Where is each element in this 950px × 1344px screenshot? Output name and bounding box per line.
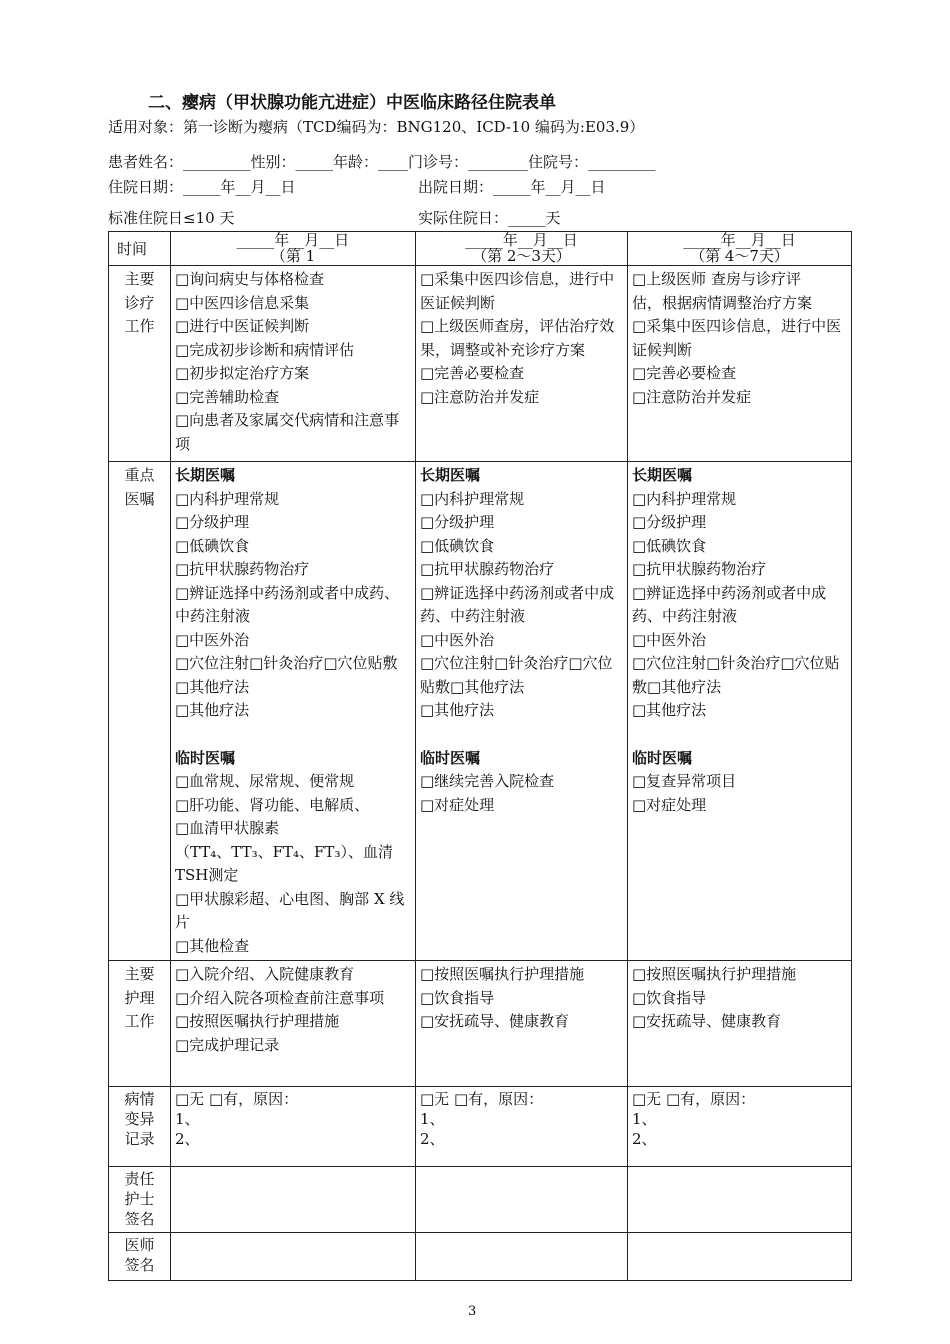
row-label-main-work <box>109 266 171 462</box>
order-item[interactable]: □低碘饮食 <box>175 536 250 555</box>
order-item: （TT₄、TT₃、FT₄、FT₃）、血清TSH测定 <box>175 842 393 884</box>
row-label-line: 医师 <box>124 1236 155 1254</box>
row-label-line: 医嘱 <box>124 489 155 508</box>
nursing-row <box>109 961 852 1087</box>
col-header-day4-7: _____年__月__日 （第 4～7天） <box>628 232 852 266</box>
checklist-item[interactable]: □上级医师查房，评估治疗效果，调整或补充诊疗方案 <box>420 317 615 359</box>
order-item[interactable]: □分级护理 <box>632 513 707 531</box>
checklist-item: 2、 <box>175 1130 200 1148</box>
order-item[interactable]: □辨证选择中药汤剂或者中成药、中药注射液 <box>420 583 615 625</box>
checklist-item: 2、 <box>632 1130 657 1148</box>
checklist-item: 估，根据病情调整治疗方案 <box>632 293 813 312</box>
standard-stay: 标准住院日≤10 天 <box>108 209 235 227</box>
pathway-form-table <box>108 231 852 1281</box>
main-work-day4-7[interactable] <box>628 266 852 462</box>
order-item[interactable]: □其他疗法 <box>420 701 495 719</box>
order-item[interactable]: □肝功能、肾功能、电解质、 <box>175 795 370 814</box>
order-item[interactable]: □其他疗法 <box>175 701 250 719</box>
nursing-day4-7[interactable] <box>628 961 852 1087</box>
scope-line: 适用对象：第一诊断为瘿病（TCD编码为：BNG120、ICD-10 编码为:E03.9） <box>108 118 645 136</box>
nurse-sign-day2-3[interactable] <box>416 1167 628 1233</box>
variation-day2-3[interactable] <box>416 1087 628 1167</box>
order-item[interactable]: □内科护理常规 <box>420 489 525 508</box>
checklist-item[interactable]: □无 □有，原因： <box>632 1090 756 1108</box>
order-item[interactable]: □复查异常项目 <box>632 772 737 790</box>
row-label-line: 工作 <box>124 317 155 335</box>
checklist-item[interactable]: □向患者及家属交代病情和注意事项 <box>175 411 400 453</box>
doctor-sign-day1[interactable] <box>171 1233 416 1281</box>
row-label-line: 主要 <box>124 270 155 288</box>
orders-row <box>109 462 852 961</box>
nurse-sign-day1[interactable] <box>171 1167 416 1233</box>
order-item[interactable]: □其他检查 <box>175 936 250 955</box>
order-item[interactable]: □低碘饮食 <box>420 536 495 555</box>
order-item[interactable]: □甲状腺彩超、心电图、胸部 X 线片 <box>175 889 405 931</box>
row-label-line: 主要 <box>124 965 155 983</box>
row-label-line: 工作 <box>124 1012 155 1030</box>
discharge-date: 出院日期：_____年__月__日 <box>418 178 606 196</box>
row-label-line: 诊疗 <box>124 293 155 312</box>
admit-date: 住院日期：_____年__月__日 <box>108 178 296 196</box>
nursing-day2-3[interactable] <box>416 961 628 1087</box>
order-item[interactable]: □中医外治 <box>175 630 250 649</box>
orders-day2-3[interactable] <box>416 462 628 961</box>
main-work-row <box>109 266 852 462</box>
order-item[interactable]: □血清甲状腺素 <box>175 819 280 837</box>
order-item[interactable]: □抗甲状腺药物治疗 <box>420 560 555 578</box>
row-label-nursing <box>109 961 171 1087</box>
checklist-item[interactable]: □按照医嘱执行护理措施 <box>420 965 585 983</box>
variation-row <box>109 1087 852 1167</box>
checklist-item[interactable]: □采集中医四诊信息，进行中医证候判断 <box>632 317 842 359</box>
doctor-sign-day2-3[interactable] <box>416 1233 628 1281</box>
order-item[interactable]: □中医外治 <box>420 630 495 649</box>
main-work-day2-3[interactable] <box>416 266 628 462</box>
row-label-line: 护士 <box>124 1190 155 1208</box>
row-label-line: 变异 <box>124 1110 155 1128</box>
row-label-line: 护理 <box>124 988 155 1007</box>
orders-day4-7[interactable] <box>628 462 852 961</box>
row-label-line: 签名 <box>124 1210 155 1228</box>
checklist-item: 1、 <box>420 1110 445 1128</box>
orders-day1[interactable] <box>171 462 416 961</box>
order-item[interactable]: □抗甲状腺药物治疗 <box>632 560 767 578</box>
temporary-orders-heading: 临时医嘱 <box>632 748 693 767</box>
checklist-item[interactable]: □中医四诊信息采集 <box>175 293 310 312</box>
checklist-item[interactable]: □完善必要检查 <box>632 364 737 382</box>
row-label-orders <box>109 462 171 961</box>
row-label-nurse-sign <box>109 1167 171 1233</box>
spacer <box>420 723 623 747</box>
checklist-item[interactable]: □注意防治并发症 <box>420 387 540 406</box>
actual-stay: 实际住院日：_____天 <box>418 209 561 227</box>
row-label-doctor-sign <box>109 1233 171 1281</box>
row-label-variation <box>109 1087 171 1167</box>
checklist-item[interactable]: □按照医嘱执行护理措施 <box>175 1012 340 1030</box>
table-header-row <box>109 232 852 266</box>
row-label-line: 病情 <box>124 1090 155 1108</box>
spacer <box>175 723 411 747</box>
main-work-day1[interactable] <box>171 266 416 462</box>
patient-info-line: 患者姓名：_________性别：_____年龄：____门诊号：________住院号：_________ <box>108 153 656 171</box>
checklist-item[interactable]: □无 □有，原因： <box>420 1090 544 1108</box>
checklist-item: 2、 <box>420 1130 445 1148</box>
row-label-line: 责任 <box>124 1170 155 1188</box>
checklist-item[interactable]: □采集中医四诊信息，进行中医证候判断 <box>420 270 615 312</box>
doctor-sign-row <box>109 1233 852 1281</box>
checklist-item[interactable]: □进行中医证候判断 <box>175 317 310 335</box>
order-item[interactable]: □抗甲状腺药物治疗 <box>175 560 310 578</box>
order-item[interactable]: □对症处理 <box>632 795 707 814</box>
page-title: 二、瘿病（甲状腺功能亢进症）中医临床路径住院表单 <box>148 93 556 113</box>
order-item[interactable]: □低碘饮食 <box>632 536 707 555</box>
checklist-item[interactable]: □按照医嘱执行护理措施 <box>632 965 797 983</box>
order-item[interactable]: □其他疗法 <box>632 701 707 719</box>
order-item[interactable]: □辨证选择中药汤剂或者中成药、中药注射液 <box>632 583 827 625</box>
order-item[interactable]: □内科护理常规 <box>632 489 737 508</box>
checklist-item[interactable]: □完善辅助检查 <box>175 387 280 406</box>
order-item[interactable]: □穴位注射□针灸治疗□穴位贴敷□其他疗法 <box>420 654 613 696</box>
page-number: 3 <box>468 1304 477 1319</box>
checklist-item[interactable]: □安抚疏导、健康教育 <box>632 1012 782 1030</box>
checklist-item: 1、 <box>175 1110 200 1128</box>
time-label: 时间 <box>109 232 171 266</box>
order-item[interactable]: □分级护理 <box>420 513 495 531</box>
checklist-item[interactable]: □询问病史与体格检查 <box>175 270 325 288</box>
order-item[interactable]: □内科护理常规 <box>175 489 280 508</box>
long-term-orders-heading: 长期医嘱 <box>420 466 481 484</box>
variation-day4-7[interactable] <box>628 1087 852 1167</box>
checklist-item[interactable]: □初步拟定治疗方案 <box>175 364 310 382</box>
checklist-item[interactable]: □安抚疏导、健康教育 <box>420 1012 570 1030</box>
checklist-item[interactable]: □完成初步诊断和病情评估 <box>175 340 355 359</box>
checklist-item[interactable]: □入院介绍、入院健康教育 <box>175 965 355 983</box>
doctor-sign-day4-7[interactable] <box>628 1233 852 1281</box>
checklist-item[interactable]: □介绍入院各项检查前注意事项 <box>175 988 385 1007</box>
checklist-item[interactable]: □上级医师 查房与诊疗评 <box>632 270 801 288</box>
checklist-item[interactable]: □饮食指导 <box>420 988 495 1007</box>
order-item[interactable]: □对症处理 <box>420 795 495 814</box>
col-header-day2-3: _____年__月__日 （第 2～3天） <box>416 232 628 266</box>
order-item[interactable]: □辨证选择中药汤剂或者中成药、中药注射液 <box>175 583 400 625</box>
spacer <box>632 723 847 747</box>
nursing-day1[interactable] <box>171 961 416 1087</box>
checklist-item[interactable]: □饮食指导 <box>632 988 707 1007</box>
order-item[interactable]: □中医外治 <box>632 630 707 649</box>
checklist-item[interactable]: □完善必要检查 <box>420 364 525 382</box>
checklist-item[interactable]: □注意防治并发症 <box>632 387 752 406</box>
long-term-orders-heading: 长期医嘱 <box>632 466 693 484</box>
nurse-sign-day4-7[interactable] <box>628 1167 852 1233</box>
checklist-item[interactable]: □无 □有，原因： <box>175 1090 299 1108</box>
checklist-item: 1、 <box>632 1110 657 1128</box>
long-term-orders-heading: 长期医嘱 <box>175 466 236 484</box>
nurse-sign-row <box>109 1167 852 1233</box>
order-item[interactable]: □穴位注射□针灸治疗□穴位贴敷□其他疗法 <box>175 654 398 696</box>
checklist-item[interactable]: □完成护理记录 <box>175 1035 280 1054</box>
order-item[interactable]: □继续完善入院检查 <box>420 772 555 790</box>
row-label-line: 记录 <box>124 1130 155 1148</box>
row-label-line: 重点 <box>124 466 155 484</box>
temporary-orders-heading: 临时医嘱 <box>175 748 236 767</box>
col-header-day1: _____年__月__日 （第 1 <box>171 232 416 266</box>
variation-day1[interactable] <box>171 1087 416 1167</box>
order-item[interactable]: □血常规、尿常规、便常规 <box>175 772 355 790</box>
order-item[interactable]: □分级护理 <box>175 513 250 531</box>
temporary-orders-heading: 临时医嘱 <box>420 748 481 767</box>
row-label-line: 签名 <box>124 1256 155 1274</box>
order-item[interactable]: □穴位注射□针灸治疗□穴位贴敷□其他疗法 <box>632 654 840 696</box>
